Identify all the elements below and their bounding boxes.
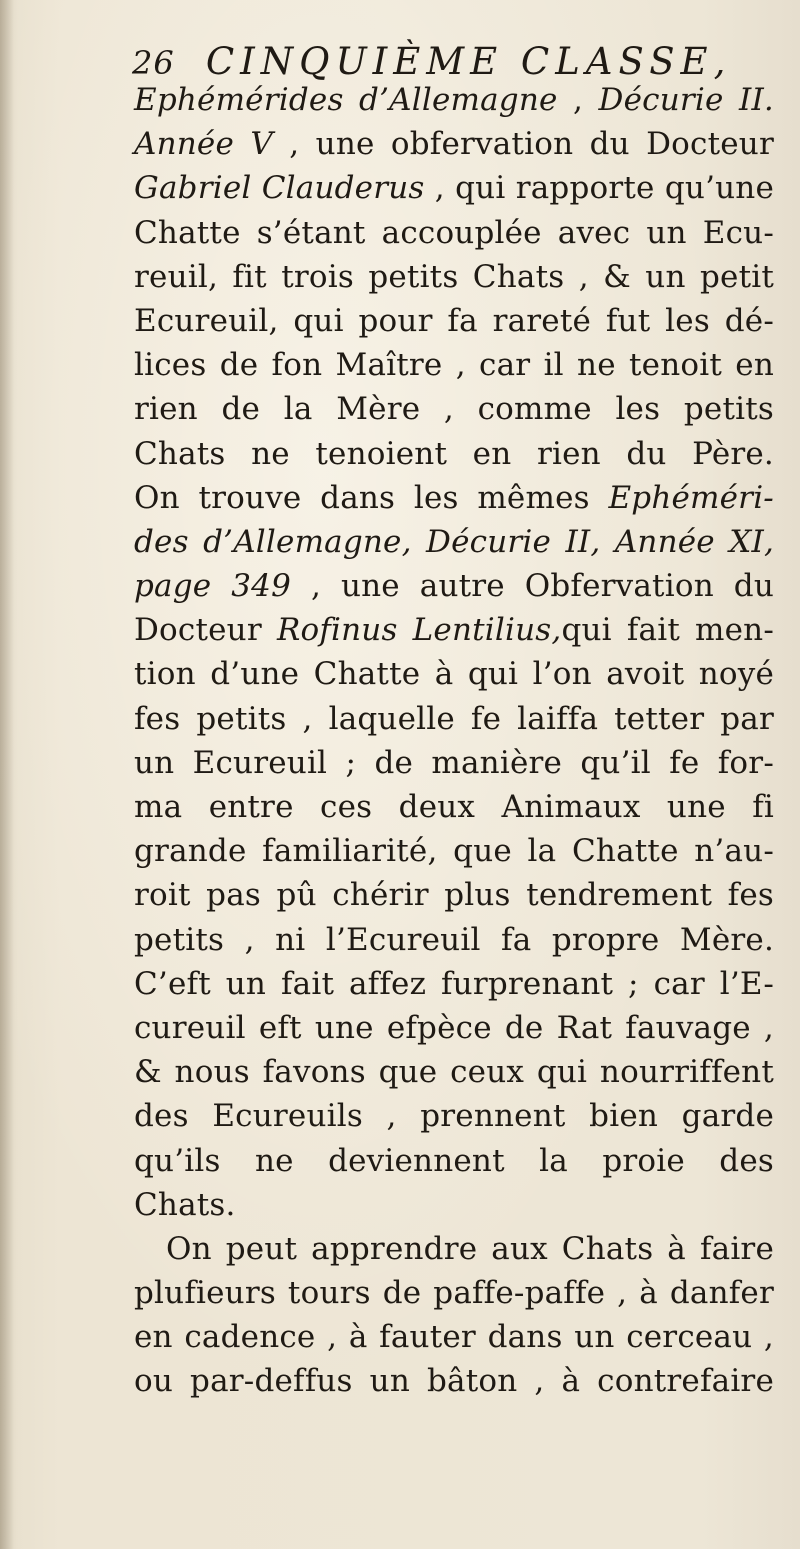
- text-segment: C’eft un fait affez furprenant ; car l’E-: [134, 965, 774, 1002]
- text-line: [134, 1094, 774, 1138]
- text-segment: On trouve dans les mêmes: [134, 479, 609, 516]
- text-line: [134, 608, 774, 652]
- text-segment: , une autre Obfervation du: [291, 568, 775, 605]
- text-line: [134, 1315, 774, 1359]
- italic-segment: page 349: [134, 568, 292, 605]
- italic-segment: Rofinus Lentilius,: [276, 612, 562, 649]
- text-segment: cureuil eft une efpèce de Rat fauvage ,: [134, 1009, 774, 1046]
- text-segment: tion d’une Chatte à qui l’on avoit noyé: [134, 656, 774, 693]
- text-line: [134, 432, 774, 476]
- text-segment: lices de fon Maître , car il ne tenoit en: [134, 347, 774, 384]
- text-segment: & nous favons que ceux qui nourriffent: [134, 1054, 774, 1091]
- italic-segment: Ephémérides d’Allemagne: [134, 82, 558, 118]
- text-line: [134, 387, 774, 431]
- text-segment: rien de la Mère , comme les petits: [134, 391, 774, 428]
- text-line: [134, 697, 774, 741]
- text-line: [134, 78, 774, 122]
- text-line: [134, 476, 774, 520]
- text-line: [134, 785, 774, 829]
- text-segment: des Ecureuils , prennent bien garde: [134, 1098, 774, 1135]
- text-segment: Ecureuil, qui pour fa rareté fut les dé-: [134, 302, 774, 339]
- text-line: [134, 1359, 774, 1403]
- text-segment: petits , ni l’Ecureuil fa propre Mère.: [134, 921, 774, 958]
- italic-segment: des d’Allemagne, Décurie II, Année XI,: [134, 523, 774, 560]
- text-segment: Chats ne tenoient en rien du Père.: [134, 435, 774, 472]
- body-text: [134, 78, 774, 1404]
- text-segment: , une obfervation du Docteur: [272, 126, 774, 163]
- text-line: [134, 918, 774, 962]
- text-line: [134, 211, 774, 255]
- text-segment: en cadence , à fauter dans un cerceau ,: [134, 1319, 774, 1356]
- text-line: [134, 299, 774, 343]
- text-segment: Chatte s’étant accouplée avec un Ecu-: [134, 214, 774, 251]
- text-segment: qu’ils ne deviennent la proie des: [134, 1142, 774, 1179]
- text-line: [134, 962, 774, 1006]
- text-segment: roit pas pû chérir plus tendrement fes: [134, 877, 774, 914]
- text-line: [134, 122, 774, 166]
- text-segment: , qui rapporte qu’une: [424, 170, 775, 207]
- text-line: [134, 1227, 774, 1271]
- text-line: [134, 166, 774, 210]
- text-segment: un Ecureuil ; de manière qu’il fe for-: [134, 744, 774, 781]
- text-segment: fes petits , laquelle fe laiffa tetter par: [134, 700, 774, 737]
- text-segment: grande familiarité, que la Chatte n’au-: [134, 833, 774, 870]
- italic-segment: Ephéméri-: [608, 479, 774, 516]
- text-line: [134, 1050, 774, 1094]
- text-segment: ,: [557, 82, 599, 118]
- section-title: CINQUIÈME CLASSE,: [205, 40, 732, 83]
- italic-segment: Décurie II.: [598, 82, 774, 118]
- text-line: [134, 1271, 774, 1315]
- text-segment: Docteur: [134, 612, 277, 649]
- text-line: [134, 741, 774, 785]
- italic-segment: Gabriel Clauderus: [134, 170, 425, 207]
- text-segment: On peut apprendre aux Chats à faire: [166, 1230, 774, 1267]
- text-line: [134, 829, 774, 873]
- text-segment: ma entre ces deux Animaux une fi: [134, 789, 774, 825]
- text-line: [134, 873, 774, 917]
- text-segment: reuil, fit trois petits Chats , & un petit: [134, 258, 774, 295]
- text-segment: qui fait men-: [561, 612, 775, 649]
- page-number: 26: [132, 44, 175, 82]
- italic-segment: Année V: [134, 126, 273, 163]
- text-line: [134, 520, 774, 564]
- text-line: [134, 652, 774, 696]
- text-segment: plufieurs tours de paffe-paffe , à danfer: [134, 1275, 774, 1312]
- text-segment: ou par-deffus un bâton , à contrefaire: [134, 1363, 774, 1400]
- text-line: [134, 1183, 774, 1227]
- text-line: [134, 255, 774, 299]
- text-line: [134, 564, 774, 608]
- text-segment: Chats.: [134, 1186, 236, 1223]
- text-line: [134, 1139, 774, 1183]
- text-line: [134, 343, 774, 387]
- gutter-shadow: [0, 0, 14, 1549]
- text-line: [134, 1006, 774, 1050]
